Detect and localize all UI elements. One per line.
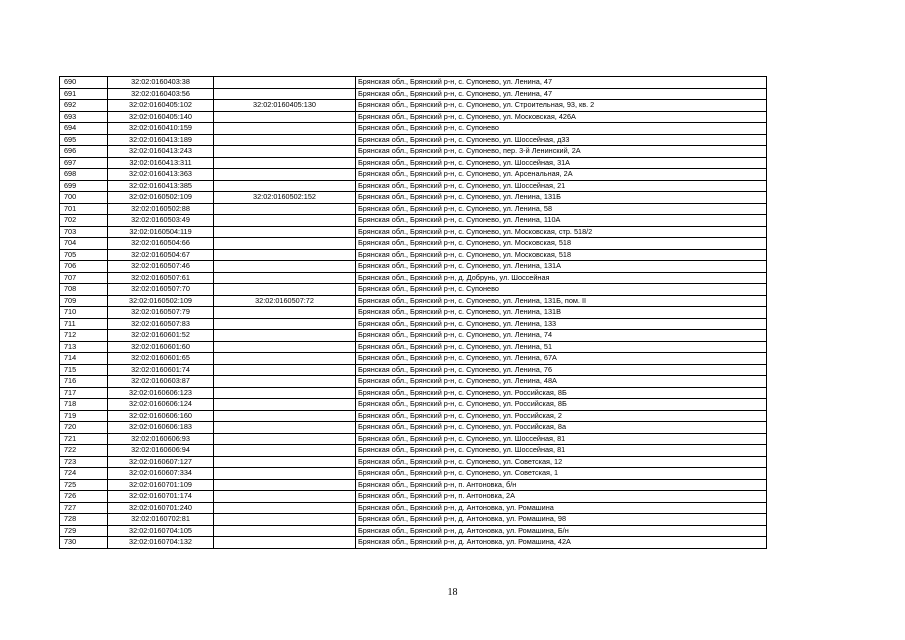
cadastral-number-cell: 32:02:0160413:243 (108, 146, 214, 158)
address-cell: Брянская обл., Брянский р-н, д. Антоновка, ул. Ромашина, Б/н (356, 525, 767, 537)
cadastral-number-cell: 32:02:0160413:311 (108, 157, 214, 169)
previous-number-cell (214, 88, 356, 100)
previous-number-cell (214, 77, 356, 89)
cadastral-number-cell: 32:02:0160405:140 (108, 111, 214, 123)
address-cell: Брянская обл., Брянский р-н, с. Супонево, ул. Ленина, 133 (356, 318, 767, 330)
table-row (60, 410, 767, 422)
cadastral-number-cell: 32:02:0160405:102 (108, 100, 214, 112)
address-cell: Брянская обл., Брянский р-н, с. Супонево, ул. Ленина, 47 (356, 77, 767, 89)
previous-number-cell (214, 341, 356, 353)
previous-number-cell (214, 364, 356, 376)
row-number-cell: 714 (60, 353, 108, 365)
cadastral-number-cell: 32:02:0160403:56 (108, 88, 214, 100)
previous-number-cell (214, 249, 356, 261)
cadastral-number-cell: 32:02:0160504:67 (108, 249, 214, 261)
row-number-cell: 699 (60, 180, 108, 192)
row-number-cell: 729 (60, 525, 108, 537)
address-cell: Брянская обл., Брянский р-н, с. Супонево, ул. Московская, стр. 518/2 (356, 226, 767, 238)
row-number-cell: 716 (60, 376, 108, 388)
previous-number-cell (214, 353, 356, 365)
row-number-cell: 694 (60, 123, 108, 135)
previous-number-cell (214, 433, 356, 445)
row-number-cell: 713 (60, 341, 108, 353)
table-row (60, 341, 767, 353)
table-row (60, 433, 767, 445)
address-cell: Брянская обл., Брянский р-н, с. Супонево, ул. Ленина, 47 (356, 88, 767, 100)
page-number: 18 (447, 587, 458, 598)
row-number-cell: 711 (60, 318, 108, 330)
row-number-cell: 719 (60, 410, 108, 422)
address-cell: Брянская обл., Брянский р-н, с. Супонево, ул. Ленина, 131Б (356, 192, 767, 204)
table-row (60, 295, 767, 307)
table-row (60, 376, 767, 388)
address-cell: Брянская обл., Брянский р-н, с. Супонево, ул. Ленина, 131Б, пом. II (356, 295, 767, 307)
previous-number-cell (214, 525, 356, 537)
previous-number-cell (214, 215, 356, 227)
previous-number-cell (214, 146, 356, 158)
cadastral-number-cell: 32:02:0160603:87 (108, 376, 214, 388)
previous-number-cell (214, 261, 356, 273)
cadastral-number-cell: 32:02:0160606:93 (108, 433, 214, 445)
table-row (60, 272, 767, 284)
address-cell: Брянская обл., Брянский р-н, с. Супонево, ул. Ленина, 58 (356, 203, 767, 215)
previous-number-cell (214, 456, 356, 468)
table-row (60, 399, 767, 411)
row-number-cell: 727 (60, 502, 108, 514)
table-row (60, 146, 767, 158)
previous-number-cell (214, 157, 356, 169)
address-cell: Брянская обл., Брянский р-н, п. Антоновка, б/н (356, 479, 767, 491)
row-number-cell: 698 (60, 169, 108, 181)
previous-number-cell (214, 134, 356, 146)
row-number-cell: 708 (60, 284, 108, 296)
previous-number-cell (214, 537, 356, 549)
address-cell: Брянская обл., Брянский р-н, с. Супонево, ул. Российская, 8Б (356, 387, 767, 399)
address-cell: Брянская обл., Брянский р-н, с. Супонево, ул. Ленина, 131А (356, 261, 767, 273)
address-cell: Брянская обл., Брянский р-н, с. Супонево, ул. Российская, 2 (356, 410, 767, 422)
cadastral-number-cell: 32:02:0160606:94 (108, 445, 214, 457)
address-cell: Брянская обл., Брянский р-н, с. Супонево, ул. Шоссейная, 21 (356, 180, 767, 192)
previous-number-cell (214, 307, 356, 319)
cadastral-number-cell: 32:02:0160403:38 (108, 77, 214, 89)
row-number-cell: 717 (60, 387, 108, 399)
row-number-cell: 690 (60, 77, 108, 89)
address-cell: Брянская обл., Брянский р-н, с. Супонево, ул. Шоссейная, 81 (356, 433, 767, 445)
address-cell: Брянская обл., Брянский р-н, с. Супонево, ул. Советская, 12 (356, 456, 767, 468)
cadastral-number-cell: 32:02:0160413:189 (108, 134, 214, 146)
address-cell: Брянская обл., Брянский р-н, с. Супонево, ул. Шоссейная, д33 (356, 134, 767, 146)
previous-number-cell (214, 284, 356, 296)
table-row (60, 491, 767, 503)
row-number-cell: 724 (60, 468, 108, 480)
table-row (60, 468, 767, 480)
row-number-cell: 692 (60, 100, 108, 112)
cadastral-number-cell: 32:02:0160502:109 (108, 192, 214, 204)
row-number-cell: 704 (60, 238, 108, 250)
previous-number-cell (214, 169, 356, 181)
row-number-cell: 725 (60, 479, 108, 491)
cadastral-number-cell: 32:02:0160704:105 (108, 525, 214, 537)
row-number-cell: 720 (60, 422, 108, 434)
table-row (60, 123, 767, 135)
row-number-cell: 723 (60, 456, 108, 468)
address-cell: Брянская обл., Брянский р-н, с. Супонево, пер. 3-й Ленинский, 2А (356, 146, 767, 158)
previous-number-cell (214, 445, 356, 457)
cadastral-number-cell: 32:02:0160507:46 (108, 261, 214, 273)
cadastral-number-cell: 32:02:0160601:74 (108, 364, 214, 376)
table-row (60, 525, 767, 537)
previous-number-cell (214, 479, 356, 491)
table-row (60, 364, 767, 376)
cadastral-number-cell: 32:02:0160507:61 (108, 272, 214, 284)
row-number-cell: 722 (60, 445, 108, 457)
cadastral-number-cell: 32:02:0160606:160 (108, 410, 214, 422)
address-cell: Брянская обл., Брянский р-н, с. Супонево, ул. Российская, 8а (356, 422, 767, 434)
row-number-cell: 691 (60, 88, 108, 100)
address-cell: Брянская обл., Брянский р-н, д. Добрунь, ул. Шоссейная (356, 272, 767, 284)
row-number-cell: 700 (60, 192, 108, 204)
row-number-cell: 726 (60, 491, 108, 503)
row-number-cell: 701 (60, 203, 108, 215)
row-number-cell: 695 (60, 134, 108, 146)
cadastral-number-cell: 32:02:0160701:109 (108, 479, 214, 491)
previous-number-cell: 32:02:0160502:152 (214, 192, 356, 204)
table-row (60, 180, 767, 192)
previous-number-cell (214, 410, 356, 422)
table-row (60, 353, 767, 365)
cadastral-number-cell: 32:02:0160601:65 (108, 353, 214, 365)
cadastral-number-cell: 32:02:0160413:385 (108, 180, 214, 192)
row-number-cell: 721 (60, 433, 108, 445)
previous-number-cell (214, 180, 356, 192)
row-number-cell: 728 (60, 514, 108, 526)
table-row (60, 100, 767, 112)
table-row (60, 111, 767, 123)
address-cell: Брянская обл., Брянский р-н, с. Супонево, ул. Московская, 518 (356, 249, 767, 261)
address-cell: Брянская обл., Брянский р-н, с. Супонево, ул. Ленина, 74 (356, 330, 767, 342)
address-cell: Брянская обл., Брянский р-н, с. Супонево, ул. Ленина, 67А (356, 353, 767, 365)
previous-number-cell (214, 330, 356, 342)
address-cell: Брянская обл., Брянский р-н, п. Антоновка, 2А (356, 491, 767, 503)
previous-number-cell (214, 491, 356, 503)
address-cell: Брянская обл., Брянский р-н, с. Супонево, ул. Московская, 426А (356, 111, 767, 123)
table-row (60, 537, 767, 549)
previous-number-cell (214, 318, 356, 330)
table-row (60, 157, 767, 169)
table-row (60, 88, 767, 100)
address-cell: Брянская обл., Брянский р-н, с. Супонево (356, 123, 767, 135)
address-cell: Брянская обл., Брянский р-н, д. Антоновка, ул. Ромашина, 42А (356, 537, 767, 549)
row-number-cell: 712 (60, 330, 108, 342)
previous-number-cell (214, 238, 356, 250)
row-number-cell: 702 (60, 215, 108, 227)
address-cell: Брянская обл., Брянский р-н, с. Супонево, ул. Арсенальная, 2А (356, 169, 767, 181)
cadastral-number-cell: 32:02:0160504:119 (108, 226, 214, 238)
row-number-cell: 703 (60, 226, 108, 238)
table-row (60, 226, 767, 238)
row-number-cell: 718 (60, 399, 108, 411)
address-cell: Брянская обл., Брянский р-н, с. Супонево, ул. Ленина, 131В (356, 307, 767, 319)
table-row (60, 249, 767, 261)
table-row (60, 77, 767, 89)
address-cell: Брянская обл., Брянский р-н, с. Супонево, ул. Шоссейная, 31А (356, 157, 767, 169)
table-row (60, 307, 767, 319)
table-row (60, 284, 767, 296)
previous-number-cell (214, 272, 356, 284)
table-row (60, 479, 767, 491)
cadastral-number-cell: 32:02:0160601:52 (108, 330, 214, 342)
cadastral-number-cell: 32:02:0160507:79 (108, 307, 214, 319)
table-row (60, 261, 767, 273)
table-row (60, 318, 767, 330)
row-number-cell: 707 (60, 272, 108, 284)
cadastral-number-cell: 32:02:0160503:49 (108, 215, 214, 227)
address-cell: Брянская обл., Брянский р-н, с. Супонево, ул. Строительная, 93, кв. 2 (356, 100, 767, 112)
row-number-cell: 709 (60, 295, 108, 307)
cadastral-number-cell: 32:02:0160702:81 (108, 514, 214, 526)
previous-number-cell (214, 203, 356, 215)
row-number-cell: 696 (60, 146, 108, 158)
address-cell: Брянская обл., Брянский р-н, с. Супонево (356, 284, 767, 296)
row-number-cell: 705 (60, 249, 108, 261)
row-number-cell: 693 (60, 111, 108, 123)
table-row (60, 502, 767, 514)
table-row (60, 192, 767, 204)
cadastral-number-cell: 32:02:0160502:109 (108, 295, 214, 307)
address-cell: Брянская обл., Брянский р-н, д. Антоновка, ул. Ромашина, 98 (356, 514, 767, 526)
table-row (60, 514, 767, 526)
cadastral-number-cell: 32:02:0160410:159 (108, 123, 214, 135)
previous-number-cell (214, 226, 356, 238)
previous-number-cell (214, 422, 356, 434)
cadastral-number-cell: 32:02:0160607:334 (108, 468, 214, 480)
table-row (60, 456, 767, 468)
previous-number-cell (214, 387, 356, 399)
row-number-cell: 706 (60, 261, 108, 273)
previous-number-cell (214, 111, 356, 123)
row-number-cell: 730 (60, 537, 108, 549)
cadastral-number-cell: 32:02:0160502:88 (108, 203, 214, 215)
previous-number-cell: 32:02:0160405:130 (214, 100, 356, 112)
address-cell: Брянская обл., Брянский р-н, с. Супонево, ул. Ленина, 51 (356, 341, 767, 353)
row-number-cell: 710 (60, 307, 108, 319)
cadastral-number-cell: 32:02:0160413:363 (108, 169, 214, 181)
cadastral-number-cell: 32:02:0160606:124 (108, 399, 214, 411)
cadastral-number-cell: 32:02:0160504:66 (108, 238, 214, 250)
previous-number-cell (214, 468, 356, 480)
cadastral-number-cell: 32:02:0160601:60 (108, 341, 214, 353)
cadastral-number-cell: 32:02:0160701:174 (108, 491, 214, 503)
table-row (60, 330, 767, 342)
address-cell: Брянская обл., Брянский р-н, с. Супонево, ул. Шоссейная, 81 (356, 445, 767, 457)
table-row (60, 445, 767, 457)
records-table-body (60, 77, 767, 549)
cadastral-number-cell: 32:02:0160607:127 (108, 456, 214, 468)
cadastral-number-cell: 32:02:0160704:132 (108, 537, 214, 549)
address-cell: Брянская обл., Брянский р-н, с. Супонево, ул. Российская, 8Б (356, 399, 767, 411)
cadastral-number-cell: 32:02:0160606:183 (108, 422, 214, 434)
previous-number-cell (214, 399, 356, 411)
address-cell: Брянская обл., Брянский р-н, с. Супонево, ул. Ленина, 76 (356, 364, 767, 376)
table-row (60, 215, 767, 227)
cadastral-number-cell: 32:02:0160701:240 (108, 502, 214, 514)
table-row (60, 203, 767, 215)
table-row (60, 134, 767, 146)
previous-number-cell (214, 514, 356, 526)
previous-number-cell (214, 502, 356, 514)
table-row (60, 422, 767, 434)
row-number-cell: 715 (60, 364, 108, 376)
table-row (60, 387, 767, 399)
address-cell: Брянская обл., Брянский р-н, с. Супонево, ул. Ленина, 48А (356, 376, 767, 388)
records-table (59, 76, 767, 549)
address-cell: Брянская обл., Брянский р-н, с. Супонево, ул. Советская, 1 (356, 468, 767, 480)
previous-number-cell (214, 123, 356, 135)
address-cell: Брянская обл., Брянский р-н, с. Супонево, ул. Московская, 518 (356, 238, 767, 250)
previous-number-cell (214, 376, 356, 388)
address-cell: Брянская обл., Брянский р-н, д. Антоновка, ул. Ромашина (356, 502, 767, 514)
table-row (60, 169, 767, 181)
cadastral-number-cell: 32:02:0160507:70 (108, 284, 214, 296)
table-row (60, 238, 767, 250)
cadastral-number-cell: 32:02:0160507:83 (108, 318, 214, 330)
previous-number-cell: 32:02:0160507:72 (214, 295, 356, 307)
address-cell: Брянская обл., Брянский р-н, с. Супонево, ул. Ленина, 110А (356, 215, 767, 227)
cadastral-number-cell: 32:02:0160606:123 (108, 387, 214, 399)
row-number-cell: 697 (60, 157, 108, 169)
